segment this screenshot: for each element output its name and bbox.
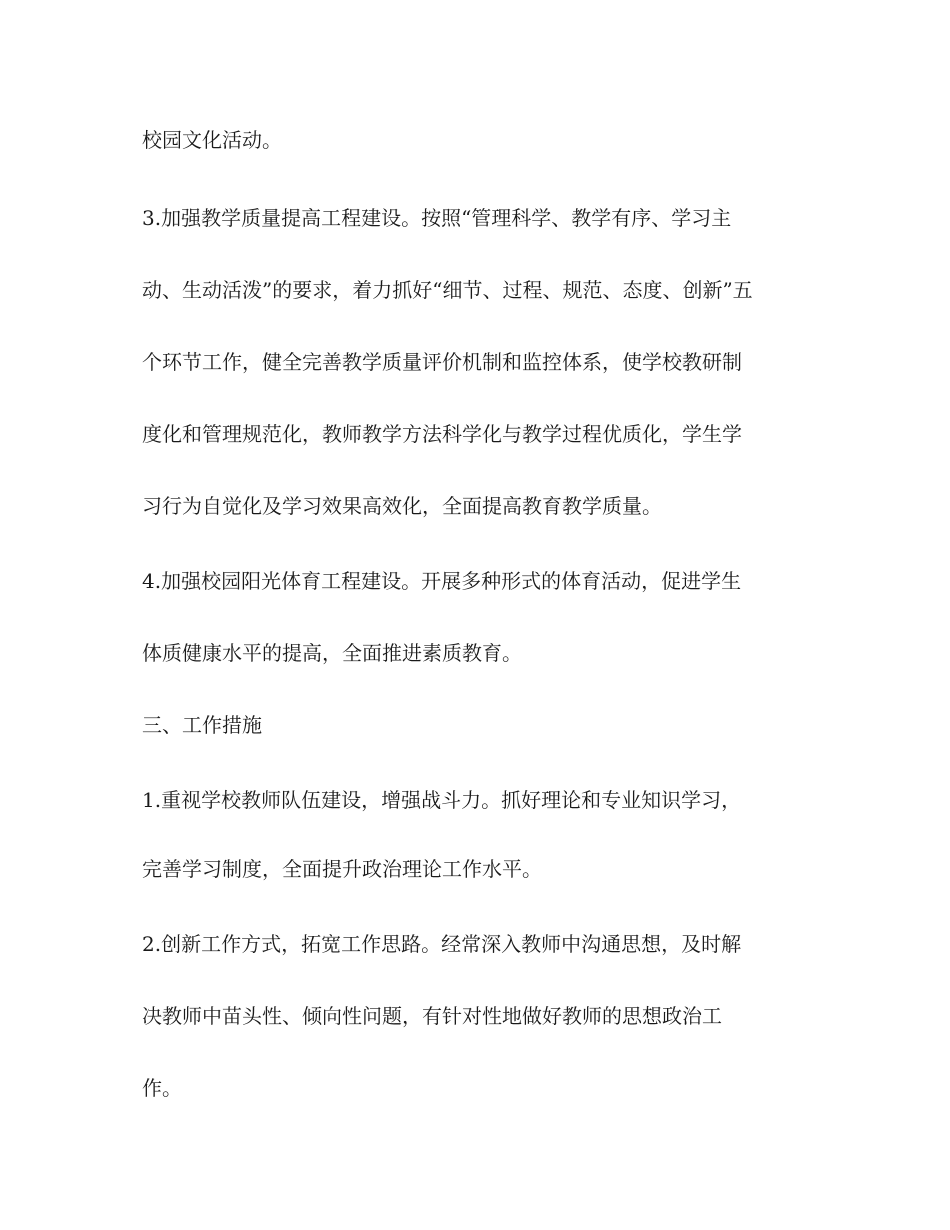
- paragraph-line: 校园文化活动。: [142, 128, 282, 152]
- paragraph-line: 习行为自觉化及学习效果高效化，全面提高教育教学质量。: [142, 494, 662, 518]
- paragraph-line: 1.重视学校教师队伍建设，增强战斗力。抓好理论和专业知识学习，: [142, 788, 742, 812]
- paragraph-line: 2.创新工作方式，拓宽工作思路。经常深入教师中沟通思想，及时解: [142, 932, 742, 956]
- section-heading: 三、工作措施: [142, 713, 262, 737]
- paragraph-line: 完善学习制度，全面提升政治理论工作水平。: [142, 857, 542, 881]
- paragraph-line: 3.加强教学质量提高工程建设。按照“管理科学、教学有序、学习主: [142, 206, 732, 230]
- paragraph-line: 作。: [142, 1076, 182, 1100]
- paragraph-line: 4.加强校园阳光体育工程建设。开展多种形式的体育活动，促进学生: [142, 569, 742, 593]
- paragraph-line: 度化和管理规范化，教师教学方法科学化与教学过程优质化，学生学: [142, 422, 742, 446]
- paragraph-line: 决教师中苗头性、倾向性问题，有针对性地做好教师的思想政治工: [142, 1004, 722, 1028]
- paragraph-line: 个环节工作，健全完善教学质量评价机制和监控体系，使学校教研制: [142, 350, 742, 374]
- paragraph-line: 体质健康水平的提高，全面推进素质教育。: [142, 641, 522, 665]
- paragraph-line: 动、生动活泼”的要求，着力抓好“细节、过程、规范、态度、创新”五: [142, 278, 753, 302]
